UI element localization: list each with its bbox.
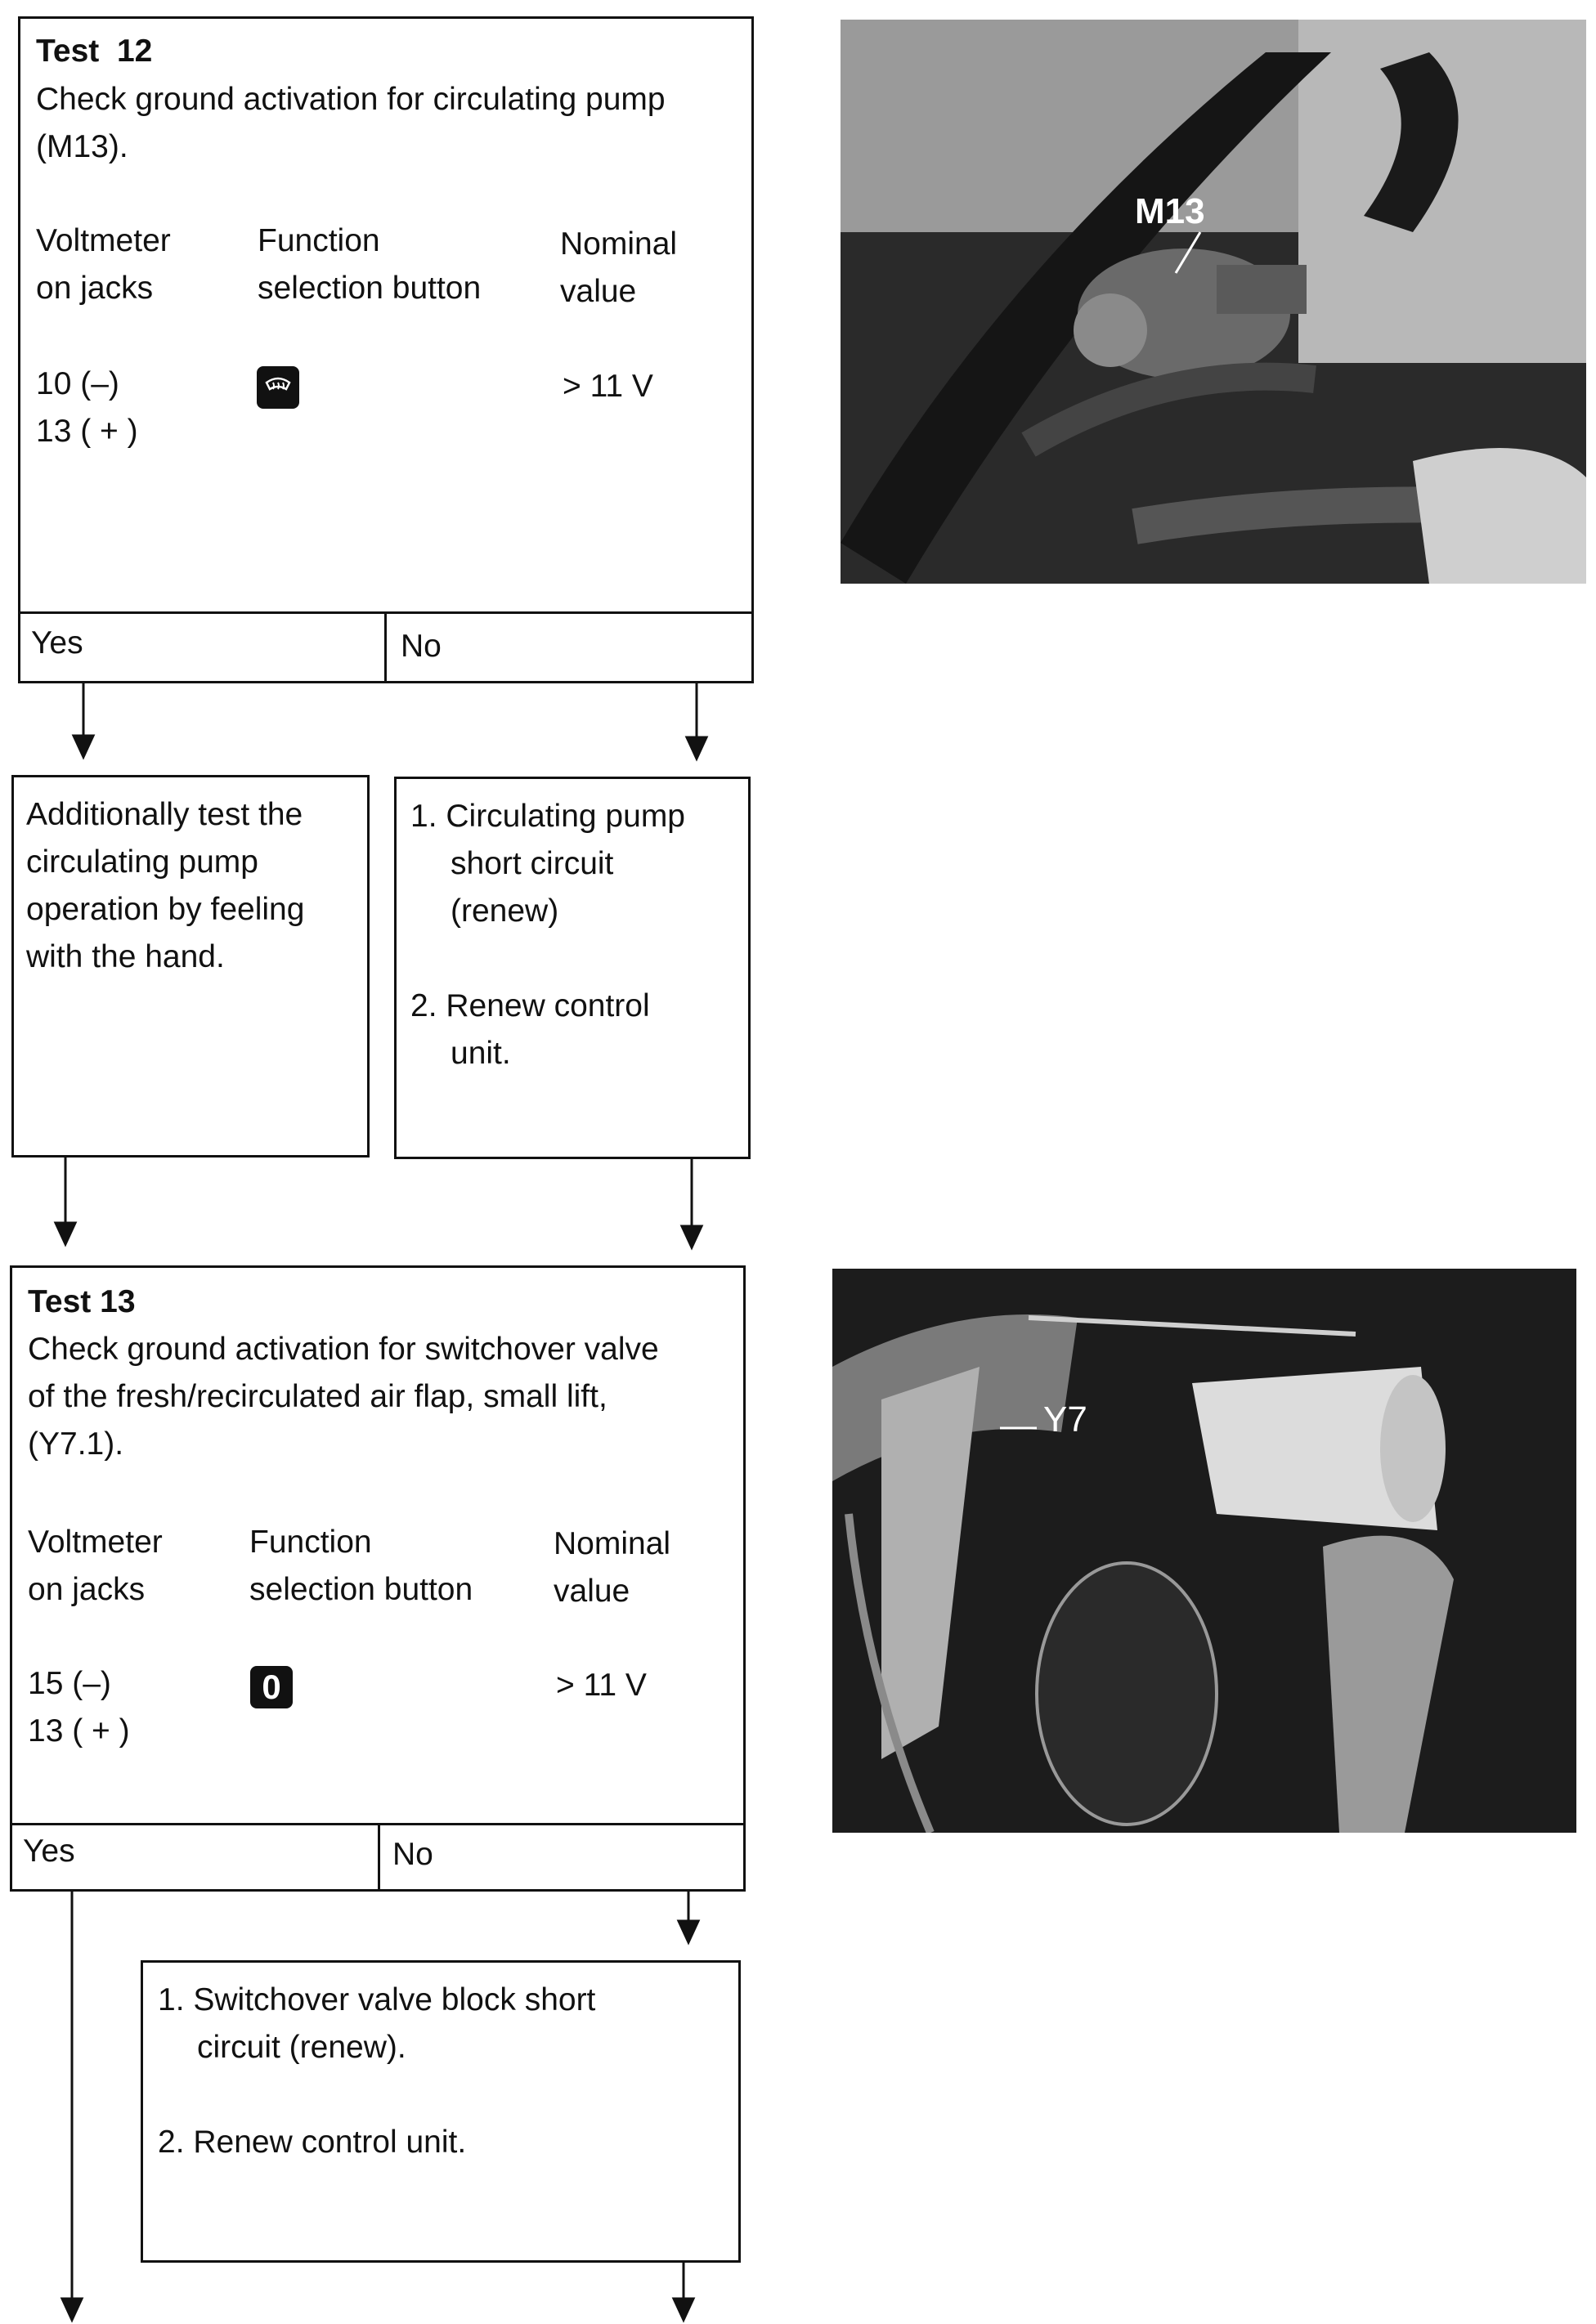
photo-switchover-valve-image [832,1269,1576,1833]
arrowhead-test13-no [679,1921,698,1942]
test13-col-nominal-l2: value [554,1574,630,1609]
test12-col-voltmeter-l1: Voltmeter [36,223,171,258]
test12-col-voltmeter-l2: on jacks [36,271,154,306]
test13-yes-label: Yes [23,1834,75,1869]
photo-circulating-pump-image [841,20,1586,584]
no-box-12-line3: (renew) [451,893,559,929]
test12-col-nominal-l1: Nominal [560,226,678,262]
arrowhead-test12-yes [74,736,93,757]
no-box-12-line4: 2. Renew control [410,988,650,1023]
no-box-13-line1: 1. Switchover valve block short [158,1982,596,2017]
test12-desc-line2: (M13). [36,129,128,164]
test13-desc-line2: of the fresh/recirculated air flap, small lift, [28,1379,607,1414]
yes-box-12-line4: with the hand. [26,939,225,974]
recirculation-button-glyph: 0 [262,1668,281,1706]
test12-desc-line1: Check ground activation for circulating pump [36,82,666,117]
test13-col-voltmeter-l1: Voltmeter [28,1525,163,1560]
test13-no-label: No [392,1837,433,1872]
photo-label-m13: M13 [1135,191,1205,231]
arrowhead-nobox13-down [674,2299,693,2320]
test13-col-function-l1: Function [249,1525,372,1560]
test13-col-nominal-l1: Nominal [554,1526,671,1561]
test12-col-nominal-l2: value [560,274,637,309]
yes-box-12-line2: circulating pump [26,844,258,880]
test12-jack2: 13 ( + ) [36,414,138,449]
no-box-12-line1: 1. Circulating pump [410,799,685,834]
test13-col-function-l2: selection button [249,1572,473,1607]
arrowhead-test12-no [687,737,706,759]
test13-jack1: 15 (–) [28,1666,111,1701]
test12-jack1: 10 (–) [36,366,119,401]
test12-col-function-l1: Function [258,223,380,258]
yes-box-12-line1: Additionally test the [26,797,303,832]
arrowhead-yesbox-to-test13 [56,1223,75,1244]
yes-box-12-line3: operation by feeling [26,892,305,927]
photo-circulating-pump [841,20,1586,584]
no-box-13-line3: 2. Renew control unit. [158,2125,467,2160]
no-box-12-line2: short circuit [451,846,614,881]
test12-no-label: No [401,629,442,664]
test12-nominal-value: > 11 V [563,369,653,404]
photo-switchover-valve [832,1269,1576,1833]
test13-nominal-value: > 11 V [556,1668,647,1703]
test13-col-voltmeter-l2: on jacks [28,1572,146,1607]
photo-label-y7: Y7 [1043,1399,1087,1440]
arrowhead-test13-yes [62,2299,82,2320]
test12-yes-label: Yes [31,625,83,660]
test13-jack2: 13 ( + ) [28,1713,130,1749]
test13-desc-line1: Check ground activation for switchover valve [28,1332,659,1367]
test13-desc-line3: (Y7.1). [28,1426,124,1462]
test12-col-function-l2: selection button [258,271,482,306]
no-box-13-line2: circuit (renew). [197,2030,406,2065]
test12-heading: Test 12 [36,34,153,69]
arrowhead-nobox-to-test13 [682,1226,702,1247]
test13-heading: Test 13 [28,1284,136,1319]
no-box-12-line5: unit. [451,1036,511,1071]
